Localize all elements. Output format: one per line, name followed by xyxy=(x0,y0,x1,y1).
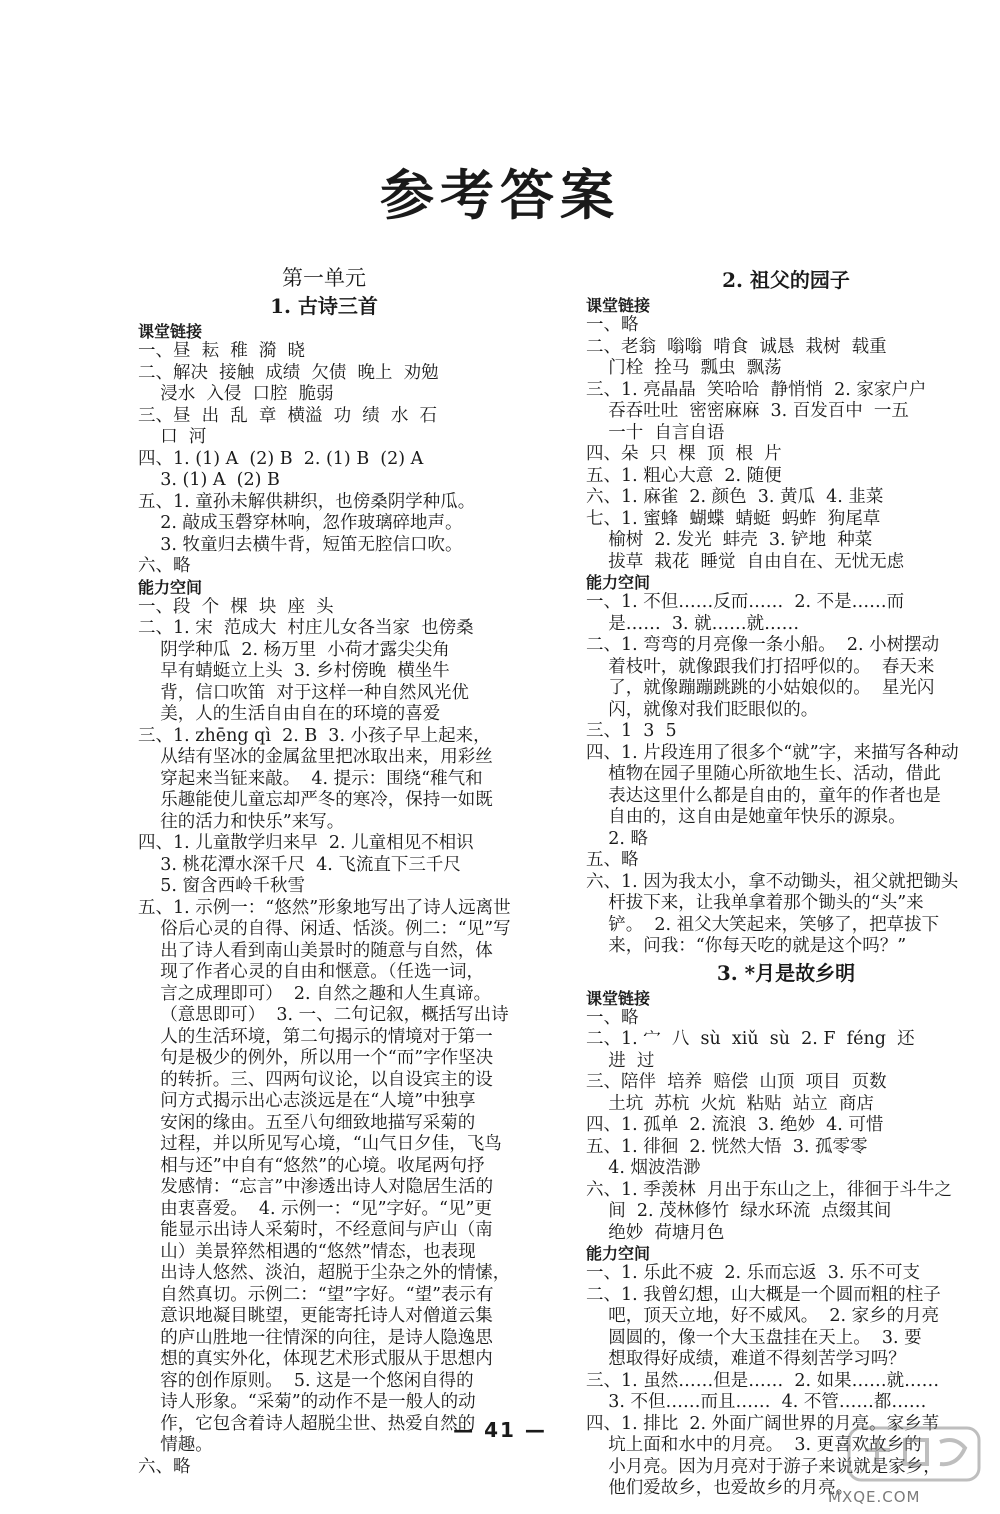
answer-line: 杆拔下来，让我单拿着那个锄头的“头”来 xyxy=(586,893,924,913)
answer-line: 闪，就像对我们眨眼似的。 xyxy=(586,699,819,720)
answer-line: 三、昼 出 乱 章 横溢 功 绩 水 石 xyxy=(138,405,438,426)
answer-line: 了，就像蹦蹦跳跳的小姑娘似的。 星光闪 xyxy=(586,678,935,698)
section-subheading: 课堂链接 xyxy=(586,988,651,1008)
answer-line: 想取得好成绩，难道不得刻苦学习吗？ xyxy=(586,1349,906,1369)
answer-line: （意思即可） 3. 一、二句记叙，概括写出诗 xyxy=(138,1005,509,1025)
answer-line: 二、老翁 嗡嗡 啃食 诚恳 栽树 载重 xyxy=(586,336,887,357)
answer-line: 是…… 3. 就……就…… xyxy=(586,613,800,634)
answer-line: 小月亮。因为月亮对于游子来说就是家乡， xyxy=(586,1456,941,1477)
answer-line: 圆圆的，像一个大玉盘挂在天上。 3. 要 xyxy=(586,1327,922,1348)
answer-line: 3. (1) A (2) B xyxy=(138,470,280,490)
left-column xyxy=(138,265,510,1478)
answer-line: 二、1. 我曾幻想，山大概是一个圆而粗的柱子 xyxy=(586,1284,941,1305)
answer-line: 四、朵 只 棵 顶 根 片 xyxy=(586,444,782,464)
answer-line: 的庐山胜地一往情深的向往，是诗人隐逸思 xyxy=(138,1327,493,1348)
answer-line: 想的真实外化，体现艺术形式服从于思想内 xyxy=(138,1349,493,1369)
answer-line: 出了诗人看到南山美景时的随意与自然，体 xyxy=(138,940,493,961)
answer-line: 一、段 个 棵 块 座 头 xyxy=(138,596,334,617)
answer-line: 背，信口吹笛 对于这样一种自然风光优 xyxy=(138,682,469,703)
answer-line: 2. 敲成玉磬穿林响，忽作玻璃碎地声。 xyxy=(138,513,463,533)
answer-line: 乐趣能使儿童忘却严冬的寒冷，保持一如既 xyxy=(138,790,493,810)
answer-line: 土坑 苏杭 火炕 粘贴 站立 商店 xyxy=(586,1093,874,1114)
answer-line: 口 河 xyxy=(138,427,207,447)
section-heading: 3. *月是故乡明 xyxy=(716,960,856,985)
answer-line: 发感情：“忘言”中渗透出诗人对隐居生活的 xyxy=(138,1177,494,1197)
answer-line: 的转折。三、四两句议论，以自设宾主的设 xyxy=(138,1069,493,1090)
answer-line: 吞吞吐吐 密密麻麻 3. 百发百中 一五 xyxy=(586,401,909,421)
answer-line: 安闲的缘由。五至八句细致地描写采菊的 xyxy=(138,1112,476,1133)
answer-line: 二、解决 接触 成绩 欠债 晚上 劝勉 xyxy=(138,362,439,383)
answer-line: 2. 略 xyxy=(586,828,649,849)
section-subheading: 课堂链接 xyxy=(586,296,651,315)
answer-line: 一、昼 耘 稚 漪 晓 xyxy=(138,341,306,361)
answer-line: 二、1. 宀 八 sù xiǔ sù 2. F féng 还 xyxy=(586,1029,915,1049)
answer-line: 二、1. 宋 范成大 村庄儿女各当家 也傍桑 xyxy=(138,618,474,638)
answer-line: 一、1. 不但……反而…… 2. 不是……而 xyxy=(586,592,905,612)
answer-line: 五、1. 童孙未解供耕织，也傍桑阴学种瓜。 xyxy=(138,491,476,512)
answer-line: 三、1. zhēng qì 2. B 3. 小孩子早上起来， xyxy=(138,725,491,746)
answer-line: 出诗人悠然、淡泊，超脱于尘杂之外的情愫， xyxy=(138,1263,511,1283)
answer-line: 坑上面和水中的月亮。 3. 更喜欢故乡的 xyxy=(586,1435,922,1455)
answer-line: 表达这里什么都是自由的，童年的作者也是 xyxy=(586,785,941,806)
answer-line: 俗后心灵的自得、闲适、恬淡。例二：“见”写 xyxy=(138,919,511,939)
answer-line: 进 过 xyxy=(586,1050,655,1071)
section-heading: 第一单元 xyxy=(282,266,366,290)
answer-line: 四、1. 片段连用了很多个“就”字，来描写各种动 xyxy=(586,742,959,763)
answer-line: 四、1. 孤单 2. 流浪 3. 绝妙 4. 可惜 xyxy=(586,1115,884,1135)
answer-line: 作，它包含着诗人超脱尘世、热爱自然的 xyxy=(138,1413,476,1434)
answer-line: 句是极少的例外，所以用一个“而”字作坚决 xyxy=(138,1048,494,1068)
answer-line: 一、1. 乐此不疲 2. 乐而忘返 3. 乐不可支 xyxy=(586,1263,921,1283)
answer-line: 自然真切。示例二：“望”字好。“望”表示有 xyxy=(138,1284,494,1305)
answer-line: 4. 烟波浩渺 xyxy=(586,1158,701,1178)
answer-line: 穿起来当钲来敲。 4. 提示：围绕“稚气和 xyxy=(138,768,483,789)
answer-line: 六、1. 因为我太小，拿不动锄头，祖父就把锄头 xyxy=(586,871,959,892)
answer-line: 从结有坚冰的金属盆里把冰取出来，用彩丝 xyxy=(138,747,493,767)
answer-line: 三、1 3 5 xyxy=(586,721,677,741)
answer-line: 六、略 xyxy=(138,1456,191,1477)
answer-line: 榆树 2. 发光 蚌壳 3. 铲地 种菜 xyxy=(586,530,873,550)
answer-line: 3. 桃花潭水深千尺 4. 飞流直下三千尺 xyxy=(138,854,461,875)
answer-line: 三、陪伴 培养 赔偿 山顶 项目 页数 xyxy=(586,1072,887,1092)
answer-line: 问方式揭示出心志淡远是在“人境”中独享 xyxy=(138,1091,476,1111)
answer-line: 五、1. 示例一：“悠然”形象地写出了诗人远离世 xyxy=(138,897,511,918)
answer-line: 浸水 入侵 口腔 脆弱 xyxy=(138,384,334,404)
answer-line: 早有蜻蜓立上头 3. 乡村傍晚 横坐牛 xyxy=(138,661,450,681)
answer-line: 间 2. 茂林修竹 绿水环流 点缀其间 xyxy=(586,1201,892,1221)
section-subheading: 课堂链接 xyxy=(138,322,203,341)
answer-line: 五、1. 徘徊 2. 恍然大悟 3. 孤零零 xyxy=(586,1136,868,1157)
answer-line: 吧，顶天立地，好不威风。 2. 家乡的月亮 xyxy=(586,1306,940,1326)
answer-line: 他们爱故乡，也爱故乡的月亮。 xyxy=(586,1478,854,1498)
answer-line: 往的活力和快乐”来写。 xyxy=(138,811,345,832)
answer-line: 五、1. 粗心大意 2. 随便 xyxy=(586,465,782,486)
answer-line: 情趣。 xyxy=(138,1435,213,1455)
answer-line: 过程，并以所见写心境，“山气日夕佳，飞鸟 xyxy=(138,1134,502,1154)
answer-line: 一十 自言自语 xyxy=(586,422,725,443)
watermark-text: MXQE.COM xyxy=(828,1488,921,1506)
answer-line: 山）美景猝然相遇的“悠然”情态，也表现 xyxy=(138,1241,476,1262)
answer-line: 着枝叶，就像跟我们打招呼似的。 春天来 xyxy=(586,656,935,677)
answer-line: 七、1. 蜜蜂 蝴蝶 蜻蜓 蚂蚱 狗尾草 xyxy=(586,508,881,529)
answer-line: 一、略 xyxy=(586,1007,639,1028)
answer-line: 现了作者心灵的自由和惬意。（任选一词， xyxy=(138,962,484,982)
answer-line: 三、1. 亮晶晶 笑哈哈 静悄悄 2. 家家户户 xyxy=(586,379,927,400)
answer-line: 人的生活环境，第二句揭示的情境对于第一 xyxy=(138,1026,493,1047)
answer-line: 5. 窗含西岭千秋雪 xyxy=(138,876,306,896)
answer-line: 六、1. 季羡林 月出于东山之上，徘徊于斗牛之 xyxy=(586,1179,952,1200)
answer-line: 诗人形象。“采菊”的动作不是一般人的动 xyxy=(138,1392,476,1412)
answer-line: 言之成理即可） 2. 自然之趣和人生真谛。 xyxy=(138,983,492,1004)
answer-line: 一、略 xyxy=(586,315,639,335)
section-subheading: 能力空间 xyxy=(138,577,203,597)
answer-line: 绝妙 荷塘月色 xyxy=(586,1222,725,1243)
right-column xyxy=(586,265,986,1500)
answer-line: 美，人的生活自由自在的环境的喜爱 xyxy=(138,704,441,724)
answer-line: 五、略 xyxy=(586,850,639,870)
answer-line: 自由的，这自由是她童年快乐的源泉。 xyxy=(586,807,906,827)
answer-line: 四、1. 排比 2. 外面广阔世界的月亮。家乡苇 xyxy=(586,1413,940,1434)
section-subheading: 能力空间 xyxy=(586,1244,651,1263)
answer-line: 容的创作原则。 5. 这是一个悠闲自得的 xyxy=(138,1370,474,1391)
answer-line: 3. 不但……而且…… 4. 不管……都…… xyxy=(586,1392,927,1412)
answer-line: 阴学种瓜 2. 杨万里 小荷才露尖尖角 xyxy=(138,639,450,660)
answer-line: 四、1. 儿童散学归来早 2. 儿童相见不相识 xyxy=(138,833,474,853)
answer-line: 六、略 xyxy=(138,556,191,576)
answer-line: 意识地凝目眺望，更能寄托诗人对僧道云集 xyxy=(138,1306,493,1326)
section-heading: 1. 古诗三首 xyxy=(270,294,378,318)
answer-line: 四、1. (1) A (2) B 2. (1) B (2) A xyxy=(138,448,424,469)
page-number: — 41 — xyxy=(453,1418,547,1442)
answer-line: 六、1. 麻雀 2. 颜色 3. 黄瓜 4. 韭菜 xyxy=(586,487,884,507)
answer-line: 三、1. 虽然……但是…… 2. 如果……就…… xyxy=(586,1370,940,1391)
answer-line: 门栓 拴马 瓢虫 飘荡 xyxy=(586,358,782,378)
answer-line: 二、1. 弯弯的月亮像一条小船。 2. 小树摆动 xyxy=(586,635,940,655)
section-subheading: 能力空间 xyxy=(586,573,651,592)
page-title: 参考答案 xyxy=(380,163,620,227)
answer-line: 相与还”中自有“悠然”的心境。收尾两句抒 xyxy=(138,1155,485,1176)
answer-line: 铲。 2. 祖父大笑起来，笑够了，把草拔下 xyxy=(586,914,940,935)
answer-line: 3. 牧童归去横牛背，短笛无腔信口吹。 xyxy=(138,534,463,555)
answer-line: 拔草 栽花 睡觉 自由自在、无忧无虑 xyxy=(586,551,905,572)
section-heading: 2. 祖父的园子 xyxy=(722,268,850,292)
answer-line: 能显示出诗人采菊时，不经意间与庐山（南 xyxy=(138,1220,493,1240)
answer-line: 由衷喜爱。 4. 示例一：“见”字好。“见”更 xyxy=(138,1198,492,1219)
answer-line: 来，问我：“你每天吃的就是这个吗？” xyxy=(586,936,907,956)
answer-line: 植物在园子里随心所欲地生长、活动，借此 xyxy=(586,764,941,784)
